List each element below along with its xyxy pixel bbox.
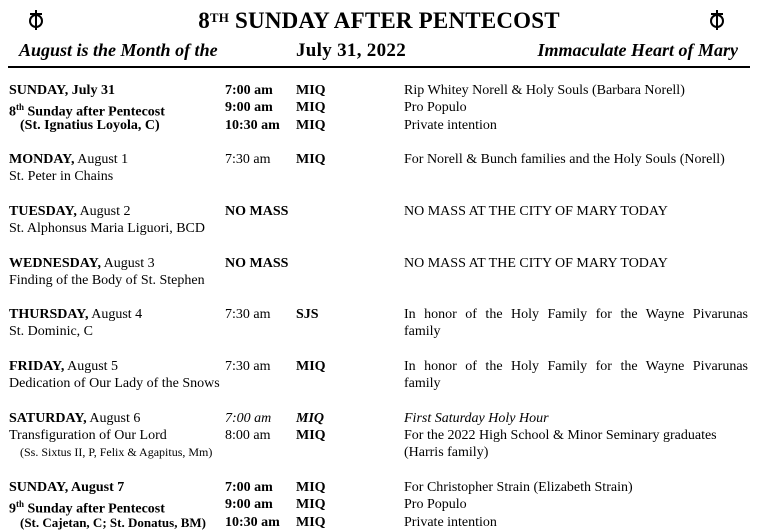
- mass-intention-cont: family: [404, 324, 441, 339]
- mass-intention: For Norell & Bunch families and the Holy Souls (Norell): [404, 152, 725, 167]
- mass-time: 7:30 am: [225, 359, 271, 374]
- saint-label: (St. Ignatius Loyola, C): [20, 118, 160, 133]
- mass-time: 9:00 am: [225, 100, 273, 115]
- priest-code: MIQ: [296, 411, 325, 426]
- page-title: 8TH SUNDAY AFTER PENTECOST: [198, 8, 560, 33]
- mass-time: 7:00 am: [225, 411, 272, 426]
- feast-label: Transfiguration of Our Lord: [9, 428, 167, 443]
- priest-code: MIQ: [296, 83, 326, 98]
- schedule-row: [0, 375, 758, 392]
- priest-code: MIQ: [296, 480, 326, 495]
- schedule-row: [0, 151, 758, 168]
- bulletin-date: July 31, 2022: [296, 40, 406, 61]
- mass-intention: For the 2022 High School & Minor Seminary graduates: [404, 428, 717, 443]
- mass-time: 10:30 am: [225, 118, 280, 133]
- schedule-row: [0, 444, 758, 461]
- mass-intention: Rip Whitey Norell & Holy Souls (Barbara Norell): [404, 83, 685, 98]
- day-label: THURSDAY, August 4: [9, 307, 143, 322]
- schedule-row: [0, 410, 758, 427]
- priest-code: MIQ: [296, 118, 326, 133]
- mass-intention-cont: family: [404, 376, 441, 391]
- schedule-row: [0, 255, 758, 272]
- priest-code: MIQ: [296, 100, 326, 115]
- feast-label: 9th Sunday after Pentecost: [9, 499, 165, 517]
- priest-code: MIQ: [296, 497, 326, 512]
- mass-time: 7:00 am: [225, 480, 273, 495]
- mass-time: 7:30 am: [225, 152, 271, 167]
- priest-code: MIQ: [296, 515, 326, 530]
- schedule-row: [0, 358, 758, 375]
- priest-code: MIQ: [296, 152, 326, 167]
- feast-label: St. Peter in Chains: [9, 169, 114, 184]
- schedule-row: [0, 272, 758, 289]
- priest-code: MIQ: [296, 428, 326, 443]
- mass-intention: In honor of the Holy Family for the Wayne Pivarunas: [404, 307, 748, 322]
- mass-intention: Pro Populo: [404, 100, 467, 115]
- mass-time: 9:00 am: [225, 497, 273, 512]
- no-mass-label: NO MASS: [225, 256, 289, 271]
- mass-intention: Private intention: [404, 515, 497, 530]
- priest-code: MIQ: [296, 359, 326, 374]
- schedule-row: [0, 323, 758, 340]
- day-label: SATURDAY, August 6: [9, 411, 141, 426]
- saint-label: (Ss. Sixtus II, P, Felix & Agapitus, Mm): [20, 445, 213, 459]
- mass-time: 7:00 am: [225, 83, 273, 98]
- schedule-row: [0, 220, 758, 237]
- no-mass-label: NO MASS: [225, 204, 289, 219]
- mass-intention: Pro Populo: [404, 497, 467, 512]
- day-label: TUESDAY, August 2: [9, 204, 131, 219]
- saint-label: (St. Cajetan, C; St. Donatus, BM): [20, 515, 206, 530]
- mass-intention: NO MASS AT THE CITY OF MARY TODAY: [404, 256, 668, 271]
- month-dedication-left: August is the Month of the: [19, 40, 218, 60]
- subtitle-line: [0, 40, 758, 64]
- mass-time: 7:30 am: [225, 307, 271, 322]
- schedule-row: [0, 99, 758, 120]
- feast-label: St. Alphonsus Maria Liguori, BCD: [9, 221, 206, 236]
- mass-intention: Private intention: [404, 118, 497, 133]
- schedule-row: [0, 427, 758, 444]
- schedule-row: [0, 514, 758, 531]
- schedule-row: [0, 306, 758, 323]
- feast-label: Finding of the Body of St. Stephen: [9, 273, 205, 288]
- mass-intention-cont: (Harris family): [404, 445, 489, 460]
- day-label: SUNDAY, July 31: [9, 83, 115, 98]
- mass-intention: NO MASS AT THE CITY OF MARY TODAY: [404, 204, 668, 219]
- feast-label: 8th Sunday after Pentecost: [9, 102, 165, 120]
- feast-label: St. Dominic, C: [9, 324, 94, 339]
- mass-time: 8:00 am: [225, 428, 271, 443]
- mass-intention: In honor of the Holy Family for the Wayne Pivarunas: [404, 359, 748, 374]
- schedule-row: [0, 117, 758, 134]
- day-label: WEDNESDAY, August 3: [9, 256, 155, 271]
- header-divider: [8, 66, 750, 68]
- mass-intention: For Christopher Strain (Elizabeth Strain): [404, 480, 633, 495]
- schedule-row: [0, 203, 758, 220]
- day-label: SUNDAY, August 7: [9, 480, 125, 495]
- schedule-row: [0, 496, 758, 517]
- mass-intention: First Saturday Holy Hour: [404, 411, 549, 426]
- priest-code: SJS: [296, 307, 319, 322]
- day-label: MONDAY, August 1: [9, 152, 129, 167]
- schedule-row: [0, 82, 758, 99]
- day-label: FRIDAY, August 5: [9, 359, 119, 374]
- mass-time: 10:30 am: [225, 515, 280, 530]
- feast-label: Dedication of Our Lady of the Snows: [9, 376, 220, 391]
- schedule-row: [0, 168, 758, 185]
- schedule-row: [0, 479, 758, 496]
- month-dedication-right: Immaculate Heart of Mary: [537, 40, 738, 60]
